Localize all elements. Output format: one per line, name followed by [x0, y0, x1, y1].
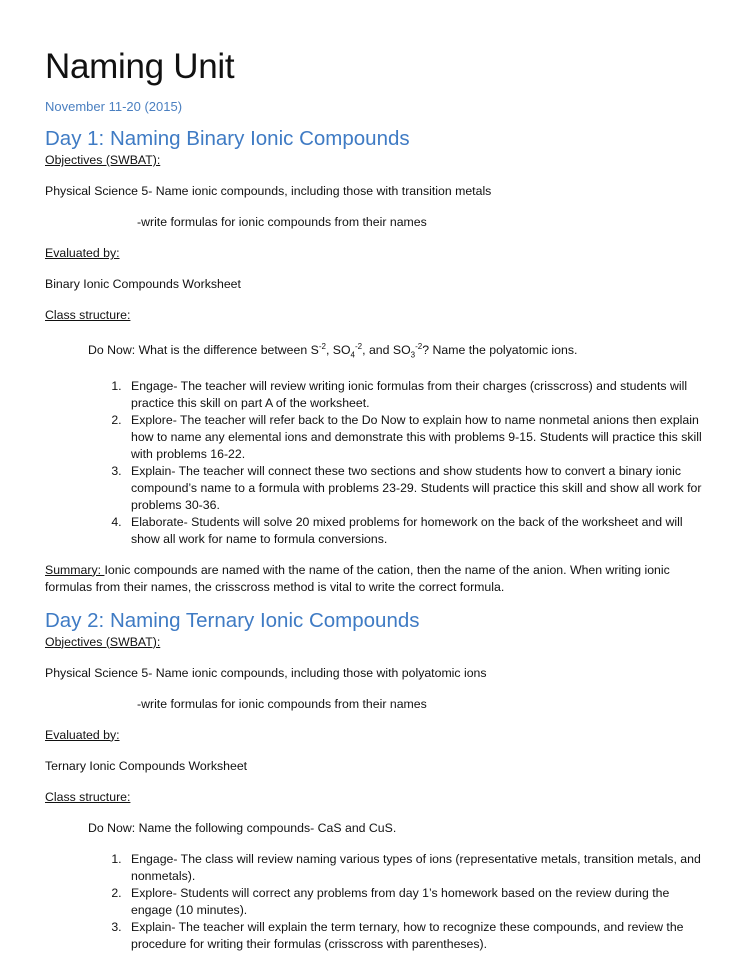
do-now-text: ? Name the polyatomic ions.	[422, 343, 578, 358]
evaluated-label: Evaluated by:	[45, 727, 120, 742]
objectives-label: Objectives (SWBAT):	[45, 153, 161, 167]
list-item: 3. Explain- The teacher will connect these two sections and show students how to convert a binary ionic compound’s name to a formula with problems 23-29. Students will practice this skill and show all work for problems 30-36.	[125, 463, 705, 514]
objective-text: -write formulas for ionic compounds from their names	[137, 215, 427, 229]
do-now-text: Do Now: What is the difference between S	[88, 343, 319, 358]
summary-text: Ionic compounds are named with the name of the cation, then the name of the anion. When writing ionic formulas from their names, the crisscross method is vital to write the correct formula.	[45, 562, 670, 594]
charge: -2	[355, 342, 363, 351]
steps-list	[45, 851, 705, 953]
do-now-text: , SO	[325, 343, 351, 358]
evaluated-text: Ternary Ionic Compounds Worksheet	[45, 758, 248, 773]
subscript: 3	[410, 350, 416, 360]
summary	[45, 562, 705, 596]
objectives-label: Objectives (SWBAT):	[45, 634, 161, 649]
charge: -2	[415, 342, 423, 351]
evaluated-label: Evaluated by:	[45, 246, 120, 260]
objective-text: Physical Science 5- Name ionic compounds, including those with polyatomic ions	[45, 665, 487, 680]
evaluated-text: Binary Ionic Compounds Worksheet	[45, 277, 241, 291]
do-now: Do Now: Name the following compounds- CaS and CuS.	[88, 820, 397, 835]
objective-text: Physical Science 5- Name ionic compounds, including those with transition metals	[45, 184, 492, 198]
do-now-text: , and SO	[362, 343, 411, 358]
summary-label: Summary:	[45, 562, 105, 577]
class-structure-label: Class structure:	[45, 789, 131, 804]
steps-list	[45, 378, 705, 548]
subscript: 4	[350, 350, 355, 360]
list-item: 4. Elaborate- Students will solve 20 mixed problems for homework on the back of the worksheet and will show all work for name to formula conversions.	[125, 514, 705, 548]
list-item: 2. Explore- Students will correct any problems from day 1’s homework based on the review during the engage (10 minutes).	[125, 885, 705, 919]
list-item: 1. Engage- The teacher will review writing ionic formulas from their charges (crisscross) and students will practice this skill on part A of the worksheet.	[125, 378, 705, 412]
list-item: 2. Explore- The teacher will refer back to the Do Now to explain how to name nonmetal anions then explain how to name any elemental ions and demonstrate this with problems 9-15. Students will practice this skill with problems 16-22.	[125, 412, 705, 463]
date-subtitle: November 11-20 (2015)	[45, 99, 183, 114]
day2-heading: Day 2: Naming Ternary Ionic Compounds	[45, 608, 420, 632]
page-title: Naming Unit	[45, 47, 235, 86]
day2-section	[45, 608, 705, 953]
list-item: 1. Engage- The class will review naming various types of ions (representative metals, transition metals, and nonmetals).	[125, 851, 705, 885]
list-item: 3. Explain- The teacher will explain the term ternary, how to recognize these compounds, and review the procedure for writing their formulas (crisscross with parentheses).	[125, 919, 705, 953]
charge: -2	[318, 342, 326, 351]
day1-heading: Day 1: Naming Binary Ionic Compounds	[45, 127, 410, 150]
do-now	[45, 338, 705, 364]
day1-section	[45, 126, 705, 596]
objective-text: -write formulas for ionic compounds from their names	[137, 696, 427, 711]
class-structure-label: Class structure:	[45, 308, 131, 322]
